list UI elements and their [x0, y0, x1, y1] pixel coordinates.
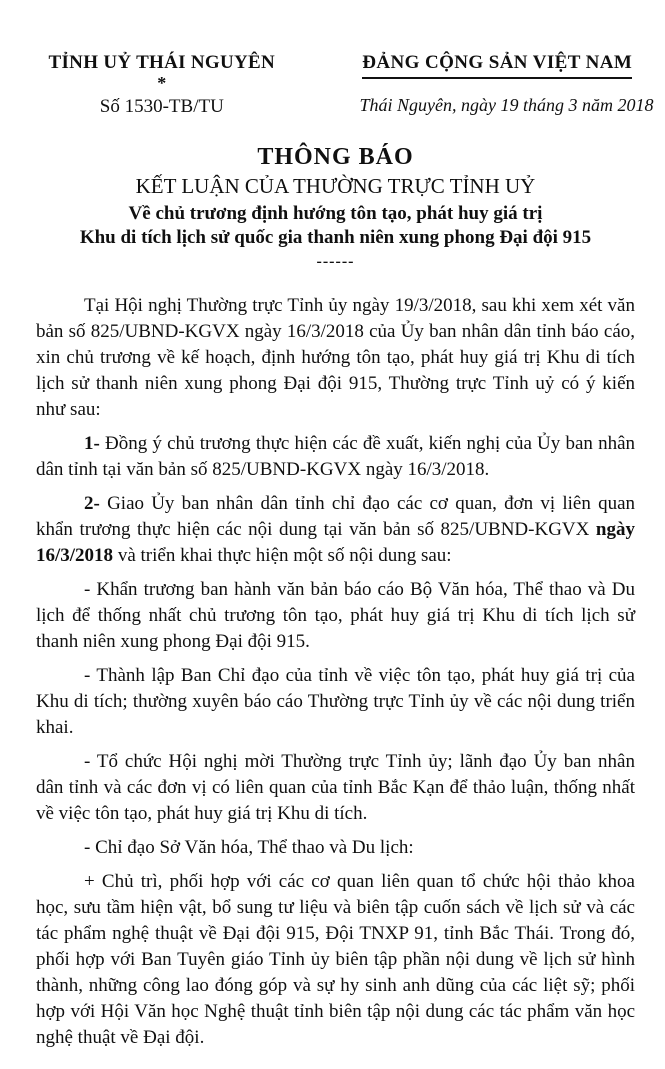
document-type-title: THÔNG BÁO [257, 144, 414, 170]
document-subtitle: KẾT LUẬN CỦA THƯỜNG TRỰC TỈNH UỶ [135, 174, 536, 198]
issuing-authority-name: TỈNH UỶ THÁI NGUYÊN [48, 52, 276, 73]
issuing-authority-block [36, 52, 288, 118]
paragraph-5: - Thành lập Ban Chỉ đạo của tỉnh về việc tôn tạo, phát huy giá trị của Khu di tích; thường xuyên báo cáo Thường trực Tỉnh ủy về các nội dung triển khai. [36, 665, 635, 738]
document-body [36, 293, 635, 1051]
document-header [36, 52, 654, 118]
title-dash-separator: ------ [316, 253, 355, 270]
paragraph-3: 2- Giao Ủy ban nhân dân tỉnh chỉ đạo các cơ quan, đơn vị liên quan khẩn trương thực hiện các nội dung tại văn bản số 825/UBND-KGVX ngày 16/3/2018 và triển khai thực hiện một số nội dung sau: [36, 493, 636, 566]
paragraph-1: Tại Hội nghị Thường trực Tỉnh ủy ngày 19/3/2018, sau khi xem xét văn bản số 825/UBND-KGVX ngày 16/3/2018 của Ủy ban nhân dân tỉnh báo cáo, xin chủ trương về kế hoạch, định hướng tôn tạo, phát huy giá trị Khu di tích lịch sử thanh niên xung phong Đại đội 915, Thường trực Tỉnh uỷ có ý kiến như sau: [36, 295, 635, 420]
paragraph-7: - Chỉ đạo Sở Văn hóa, Thể thao và Du lịch: [84, 837, 414, 858]
document-title-block [36, 144, 635, 271]
header-star-separator: * [157, 73, 167, 93]
document-number: Số 1530-TB/TU [99, 96, 224, 117]
document-subject-line-1: Về chủ trương định hướng tôn tạo, phát huy giá trị [128, 203, 543, 224]
party-name: ĐẢNG CỘNG SẢN VIỆT NAM [362, 52, 632, 79]
paragraph-8: + Chủ trì, phối hợp với các cơ quan liên quan tổ chức hội thảo khoa học, sưu tầm hiện vật, bổ sung tư liệu và biên tập cuốn sách về lịch sử và các tác phẩm nghệ thuật về Đại đội 915, Đội TNXP 91, tỉnh Bắc Thái. Trong đó, phối hợp với Ban Tuyên giáo Tỉnh ủy biên tập phần nội dung về lịch sử hình thành, những công lao đóng góp và sự hy sinh anh dũng của các liệt sỹ; phối hợp với Hội Văn học Nghệ thuật tỉnh biên tập nội dung các tác phẩm văn học nghệ thuật về Đại đội. [36, 871, 635, 1048]
document-subject-line-2: Khu di tích lịch sử quốc gia thanh niên xung phong Đại đội 915 [79, 227, 592, 248]
party-heading-block [359, 52, 654, 116]
paragraph-4: - Khẩn trương ban hành văn bản báo cáo Bộ Văn hóa, Thể thao và Du lịch để thống nhất chủ trương tôn tạo, phát huy giá trị Khu di tích lịch sử thanh niên xung phong Đại đội 915. [36, 579, 635, 652]
place-date-line: Thái Nguyên, ngày 19 tháng 3 năm 2018 [359, 95, 654, 115]
paragraph-6: - Tổ chức Hội nghị mời Thường trực Tỉnh ủy; lãnh đạo Ủy ban nhân dân tỉnh và các đơn vị có liên quan của tỉnh Bắc Kạn để thảo luận, thống nhất về việc tôn tạo, phát huy giá trị Khu di tích. [36, 751, 635, 824]
paragraph-2: 1- Đồng ý chủ trương thực hiện các đề xuất, kiến nghị của Ủy ban nhân dân tỉnh tại văn bản số 825/UBND-KGVX ngày 16/3/2018. [36, 433, 636, 480]
